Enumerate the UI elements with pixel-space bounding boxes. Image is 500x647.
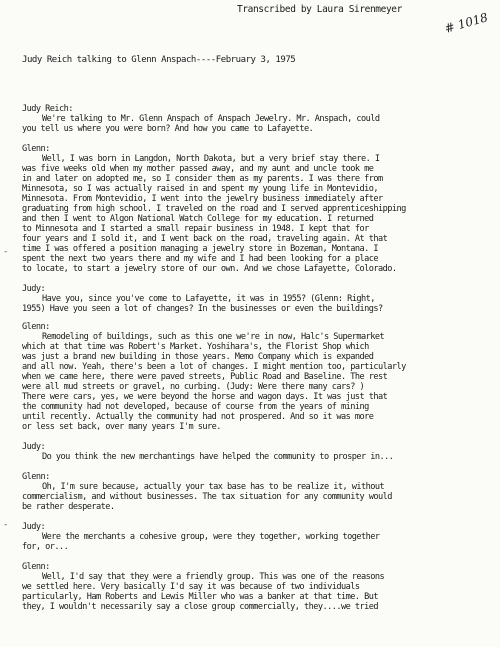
transcript-line: or less set back, over many years I'm sure.	[22, 422, 221, 432]
speaker-label: Judy:	[22, 522, 46, 532]
transcript-line: until recently. Actually the community had not prospered. And so it was more	[22, 412, 374, 422]
transcript-line: when we came here, there were paved streets, Public Road and Baseline. The rest	[22, 372, 388, 382]
transcript-line: in and later on adopted me, so I consider them as my parents. I was there from	[22, 174, 383, 184]
handwritten-document-number: # 1018	[442, 10, 490, 36]
transcript-line: Do you think the new merchantings have helped the community to prosper in...	[42, 452, 394, 462]
margin-mark: -	[3, 247, 9, 257]
transcript-line: Minnesota. From Montevidio, I went into the jewelry business immediately after	[22, 194, 383, 204]
transcript-line: were all mud streets or gravel, no curbing. (Judy: Were there many cars? )	[22, 382, 365, 392]
transcript-line: they, I wouldn't necessarily say a close group commercially, they....we tried	[22, 602, 379, 612]
transcript-line: you tell us where you were born? And how you came to Lafayette.	[22, 124, 314, 134]
transcript-line: the community had not developed, because of course from the years of mining	[22, 402, 369, 412]
speaker-label: Glenn:	[22, 562, 50, 572]
margin-mark: -	[3, 520, 9, 530]
transcript-line: which at that time was Robert's Market. Yoshihara's, the Florist Shop which	[22, 342, 369, 352]
transcript-line: Have you, since you've come to Lafayette, it was in 1955? (Glenn: Right,	[42, 294, 375, 304]
transcript-line: spent the next two years there and my wife and I had been looking for a place	[22, 254, 379, 264]
transcript-line: was just a brand new building in those years. Memo Company which is expanded	[22, 352, 374, 362]
transcript-line: to Minnesota and I started a small repair business in 1948. I kept that for	[22, 224, 369, 234]
speaker-label: Judy Reich:	[22, 104, 73, 114]
transcript-line: and then I went to Algon National Watch College for my education. I returned	[22, 214, 374, 224]
transcript-line: There were cars, yes, we were beyond the horse and wagon days. It was just that	[22, 392, 388, 402]
interview-title: Judy Reich talking to Glenn Anspach----February 3, 1975	[22, 55, 296, 65]
speaker-label: Glenn:	[22, 472, 50, 482]
transcript-line: be rather desperate.	[22, 502, 115, 512]
transcript-line: Were the merchants a cohesive group, were they together, working together	[42, 532, 380, 542]
speaker-label: Glenn:	[22, 322, 50, 332]
transcript-line: time I was offered a position managing a jewelry store in Bozeman, Montana. I	[22, 244, 379, 254]
transcript-line: commercialism, and without businesses. The tax situation for any community would	[22, 492, 392, 502]
transcript-line: four years and I sold it, and I went back on the road, traveling again. At that	[22, 234, 388, 244]
speaker-label: Glenn:	[22, 144, 50, 154]
transcript-line: Well, I was born in Langdon, North Dakota, but a very brief stay there. I	[42, 154, 380, 164]
transcript-line: and all now. Yeah, there's been a lot of changes. I might mention too, particularly	[22, 362, 406, 372]
speaker-label: Judy:	[22, 284, 46, 294]
transcript-line: to locate, to start a jewelry store of our own. And we chose Lafayette, Colorado.	[22, 264, 397, 274]
transcript-line: 1955) Have you seen a lot of changes? In the businesses or even the buildings?	[22, 304, 383, 314]
transcript-line: Well, I'd say that they were a friendly group. This was one of the reasons	[42, 572, 385, 582]
transcript-line: particularly, Ham Roberts and Lewis Miller who was a banker at that time. But	[22, 592, 379, 602]
transcript-line: we settled here. Very basically I'd say it was because of two individuals	[22, 582, 360, 592]
transcript-line: Minnesota, so I was actually raised in and spent my young life in Montevidio,	[22, 184, 379, 194]
transcript-line: Oh, I'm sure because, actually your tax base has to be realize it, without	[42, 482, 385, 492]
transcript-line: graduating from high school. I traveled on the road and I served apprenticeshipping	[22, 204, 406, 214]
transcriber-credit: Transcribed by Laura Sirenmeyer	[237, 4, 402, 15]
transcript-line: Remodeling of buildings, such as this one we're in now, Halc's Supermarket	[42, 332, 385, 342]
transcript-line: for, or...	[22, 542, 69, 552]
speaker-label: Judy:	[22, 442, 46, 452]
transcript-line: We're talking to Mr. Glenn Anspach of Anspach Jewelry. Mr. Anspach, could	[42, 114, 380, 124]
transcript-line: was five weeks old when my mother passed away, and my aunt and uncle took me	[22, 164, 374, 174]
